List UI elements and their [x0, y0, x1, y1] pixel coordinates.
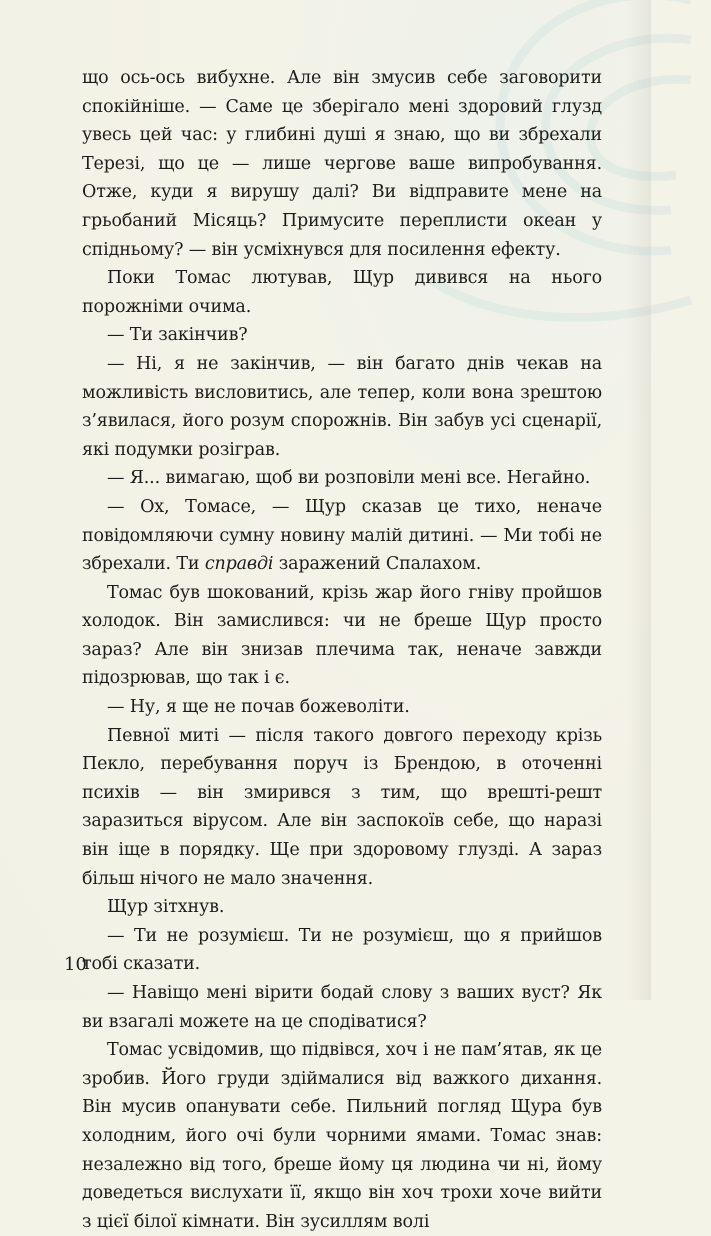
paragraph-11: — Ти не розумієш. Ти не розумієш, що я прийшов тобі сказати.	[82, 925, 602, 975]
page-number: 10	[64, 954, 87, 975]
paragraph-1: що ось-ось вибухне. Але він змусив себе заговорити спокійніше. — Саме це зберігало мені здоровий глузд увесь цей час: у глибині душі я знаю, що ви збрехали Терезі, що це — лише чергове ваше випробування. Отже, куди я вирушу далі? Ви відправите мене на грьобаний Місяць? Примусите переплисти океан у спідньому? — він усміхнувся для посилення ефекту.	[82, 68, 602, 260]
paragraph-13: Томас усвідомив, що підвівся, хоч і не пам’ятав, як це зробив. Його груди здіймалися від важкого дихання. Він мусив опанувати себе. Пильний погляд Щура був холодним, його очі були чорними ямами. Томас знав: незалежно від того, бреше йому ця людина чи ні, йому доведеться вислухати її, якщо він хоч трохи хоче вийти з цієї білої кімнати. Він зусиллям волі	[82, 1040, 602, 1232]
paragraph-6-lead: — Ох, Томасе, — Щур сказав це тихо, неначе повідомляючи сумну новину малій дитині. — Ми тобі не збрехали. Ти	[82, 496, 602, 575]
paragraph-12: — Навіщо мені вірити бодай слову з ваших вуст? Як ви взагалі можете на це сподіватися?	[82, 983, 602, 1032]
paragraph-10: Щур зітхнув.	[107, 897, 225, 918]
paragraph-8: — Ну, я ще не почав божеволіти.	[107, 697, 410, 718]
italic-emphasis: справді	[204, 554, 274, 575]
body-text	[82, 64, 602, 1236]
paragraph-2: Поки Томас лютував, Щур дивився на нього порожніми очима.	[82, 268, 602, 317]
paragraph-6-tail: заражений Спалахом.	[273, 554, 482, 575]
paragraph-5: — Я... вимагаю, щоб ви розповіли мені все. Негайно.	[107, 468, 591, 489]
paragraph-4: — Ні, я не закінчив, — він багато днів чекав на можливість висловитись, але тепер, коли вона зрештою з’явилася, його розум спорожнів. Він забув усі сценарії, які подумки розіграв.	[82, 353, 602, 460]
paragraph-9: Певної миті — після такого довгого переходу крізь Пекло, перебування поруч із Брендою, в оточенні психів — він змирився з тим, що врешті-решт заразиться вірусом. Але він заспокоїв себе, що наразі він іще в порядку. Ще при здоровому глузді. А зараз більш нічого не мало значення.	[82, 725, 602, 889]
paragraph-3: — Ти закінчив?	[107, 325, 248, 346]
paragraph-7: Томас був шокований, крізь жар його гніву пройшов холодок. Він замислився: чи не бреше Щур просто зараз? Але він знизав плечима так, неначе завжди підозрював, що так і є.	[82, 582, 602, 689]
paragraph-6	[82, 493, 602, 579]
page-edge-shadow	[625, 0, 651, 1000]
